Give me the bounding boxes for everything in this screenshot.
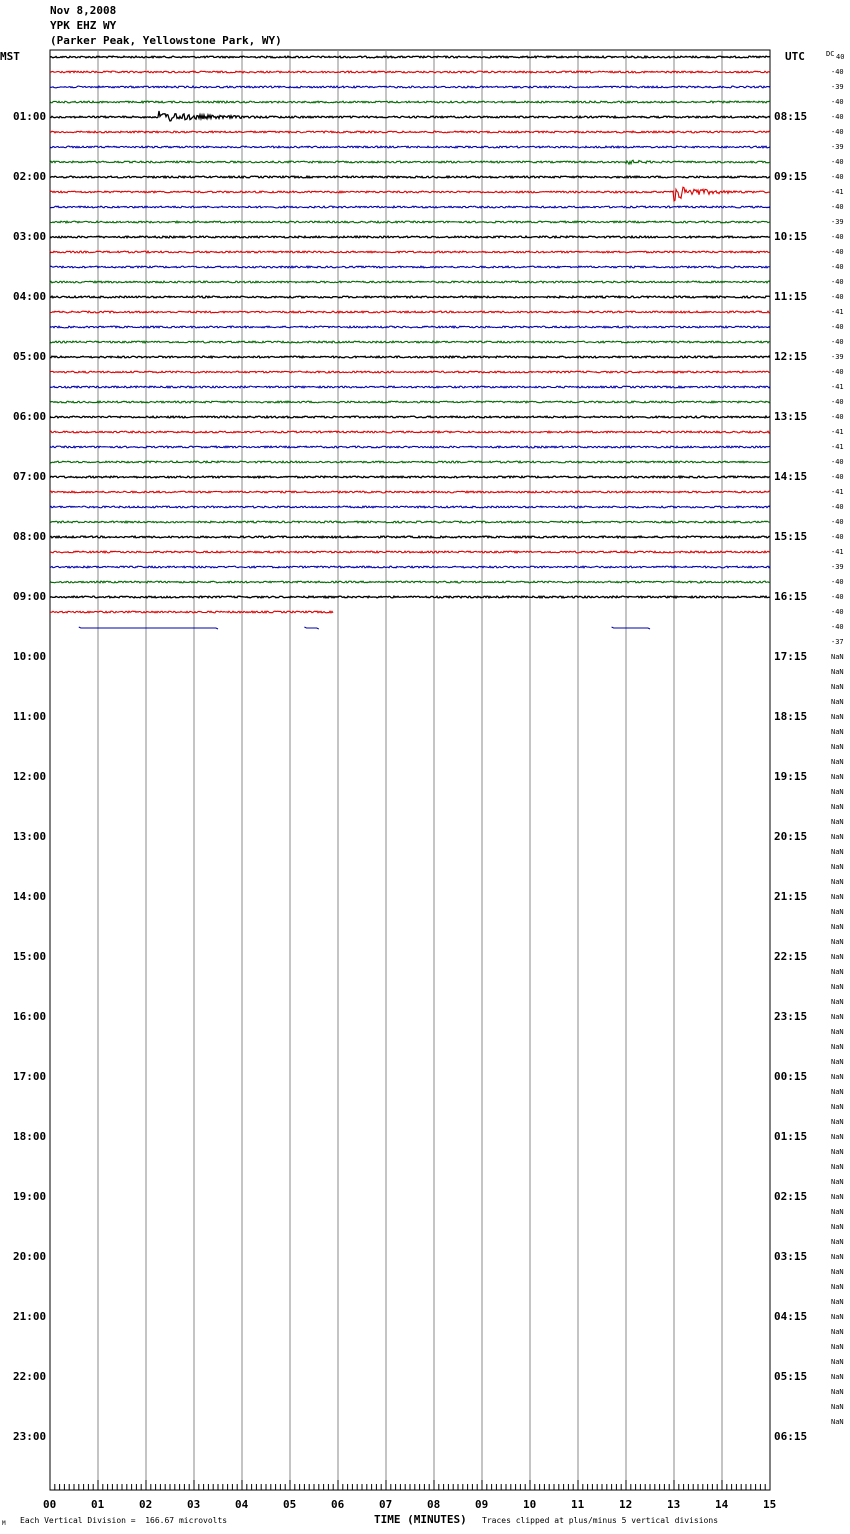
mst-hour-label: 11:00	[13, 710, 47, 723]
mst-hour-label: 04:00	[13, 290, 47, 303]
mst-hour-label: 19:00	[13, 1190, 47, 1203]
mst-hour-label: 17:00	[13, 1070, 47, 1083]
trace-line	[50, 326, 770, 328]
dc-offset-label: -40	[831, 338, 844, 346]
utc-hour-label: 01:15	[774, 1130, 808, 1143]
dc-offset-label: NaN	[831, 1163, 844, 1171]
utc-hour-label: 18:15	[774, 710, 808, 723]
dc-offset-label: -39	[831, 83, 844, 91]
utc-hour-label: 00:15	[774, 1070, 808, 1083]
scale-note: Each Vertical Division = 166.67 microvolts	[20, 1516, 228, 1525]
dc-offset-label: -40	[831, 368, 844, 376]
dc-offset-label: NaN	[831, 893, 844, 901]
dc-offset-label: -39	[831, 353, 844, 361]
mst-hour-label: 08:00	[13, 530, 47, 543]
dc-offset-label: NaN	[831, 1313, 844, 1321]
trace-line	[50, 266, 770, 268]
trace-line	[50, 401, 770, 403]
dc-offset-label: NaN	[831, 1148, 844, 1156]
dc-offset-label: NaN	[831, 728, 844, 736]
mst-hour-label: 05:00	[13, 350, 47, 363]
utc-hour-label: 20:15	[774, 830, 808, 843]
dc-offset-label: NaN	[831, 713, 844, 721]
utc-hour-label: 13:15	[774, 410, 808, 423]
utc-hour-label: 09:15	[774, 170, 808, 183]
dc-offset-label: -40	[831, 203, 844, 211]
trace-line	[50, 491, 770, 493]
dc-offset-label: -40	[831, 473, 844, 481]
trace-line	[50, 536, 770, 538]
trace-line	[50, 386, 770, 388]
trace-line	[50, 581, 770, 583]
dc-axis-label: DC	[826, 50, 835, 58]
station-name: YPK EHZ WY	[50, 19, 117, 32]
mst-hour-label: 18:00	[13, 1130, 47, 1143]
dc-offset-label: NaN	[831, 668, 844, 676]
trace-line	[50, 281, 770, 283]
dc-offset-label: -40	[831, 398, 844, 406]
mst-hour-label: 01:00	[13, 110, 47, 123]
dc-offset-label: -40	[831, 158, 844, 166]
utc-hour-label: 19:15	[774, 770, 808, 783]
dc-offset-label: -41	[831, 548, 844, 556]
trace-line	[50, 131, 770, 133]
trace-line	[50, 146, 770, 148]
dc-offset-label: NaN	[831, 1118, 844, 1126]
dc-offset-label: NaN	[831, 1013, 844, 1021]
x-tick-label: 09	[475, 1498, 489, 1511]
trace-line	[50, 251, 770, 253]
mst-hour-label: 02:00	[13, 170, 47, 183]
trace-line	[50, 551, 770, 553]
dc-offset-label: -41	[831, 383, 844, 391]
dc-offset-label: NaN	[831, 1328, 844, 1336]
mst-axis-label: MST	[0, 50, 20, 63]
dc-offset-label: -37	[831, 638, 844, 646]
dc-offset-label: -40	[831, 533, 844, 541]
dc-offset-label: -40	[831, 503, 844, 511]
dc-offset-label: NaN	[831, 1178, 844, 1186]
station-location: (Parker Peak, Yellowstone Park, WY)	[50, 34, 282, 47]
dc-offset-label: NaN	[831, 1283, 844, 1291]
dc-offset-label: -40	[831, 578, 844, 586]
utc-hour-label: 15:15	[774, 530, 808, 543]
utc-hour-label: 11:15	[774, 290, 808, 303]
trace-line	[50, 371, 770, 373]
dc-offset-label: NaN	[831, 983, 844, 991]
x-tick-label: 10	[523, 1498, 537, 1511]
trace-line	[50, 596, 770, 598]
mst-hour-label: 23:00	[13, 1430, 47, 1443]
dc-offset-label: -40	[831, 173, 844, 181]
dc-offset-label: -39	[831, 143, 844, 151]
dc-offset-label: NaN	[831, 803, 844, 811]
plot-frame	[50, 50, 770, 1490]
dc-offset-label: NaN	[831, 833, 844, 841]
mst-hour-label: 07:00	[13, 470, 47, 483]
x-tick-label: 00	[43, 1498, 57, 1511]
dc-offset-label: NaN	[831, 1343, 844, 1351]
mst-hour-label: 03:00	[13, 230, 47, 243]
dc-offset-label: NaN	[831, 1088, 844, 1096]
clip-note: Traces clipped at plus/minus 5 vertical divisions	[482, 1516, 719, 1525]
trace-line	[50, 160, 770, 164]
dc-offset-label: -40	[831, 413, 844, 421]
dc-offset-label: -40	[831, 293, 844, 301]
dc-offset-label: NaN	[831, 953, 844, 961]
dc-offset-label: NaN	[831, 1208, 844, 1216]
dc-offset-label: -40	[831, 518, 844, 526]
dc-offset-label: NaN	[831, 863, 844, 871]
dc-offset-label: NaN	[831, 1298, 844, 1306]
trace-line	[50, 206, 770, 208]
mst-hour-label: 10:00	[13, 650, 47, 663]
x-tick-label: 01	[91, 1498, 105, 1511]
dc-offset-label: NaN	[831, 683, 844, 691]
trace-line	[50, 56, 770, 58]
trace-line	[50, 101, 770, 103]
utc-hour-label: 12:15	[774, 350, 808, 363]
mst-hour-label: 13:00	[13, 830, 47, 843]
dc-offset-label: NaN	[831, 968, 844, 976]
dc-offset-label: NaN	[831, 1058, 844, 1066]
dc-offset-label: NaN	[831, 908, 844, 916]
dc-offset-label: -40	[831, 608, 844, 616]
dc-offset-label: -40	[831, 263, 844, 271]
trace-line	[50, 566, 770, 568]
x-tick-label: 14	[715, 1498, 729, 1511]
dc-offset-label: NaN	[831, 1373, 844, 1381]
dc-offset-label: NaN	[831, 848, 844, 856]
dc-offset-label: NaN	[831, 1193, 844, 1201]
mst-hour-label: 21:00	[13, 1310, 47, 1323]
utc-hour-label: 22:15	[774, 950, 808, 963]
dc-offset-label: NaN	[831, 1358, 844, 1366]
mst-hour-label: 20:00	[13, 1250, 47, 1263]
dc-offset-label: NaN	[831, 1028, 844, 1036]
x-axis-title: TIME (MINUTES)	[374, 1513, 467, 1526]
utc-hour-label: 04:15	[774, 1310, 808, 1323]
dc-offset-label: -41	[831, 308, 844, 316]
utc-hour-label: 10:15	[774, 230, 808, 243]
utc-hour-label: 23:15	[774, 1010, 808, 1023]
mst-hour-label: 22:00	[13, 1370, 47, 1383]
plot-date: Nov 8,2008	[50, 4, 117, 17]
dc-offset-label: -41	[831, 488, 844, 496]
trace-line	[50, 221, 770, 223]
utc-hour-label: 03:15	[774, 1250, 808, 1263]
x-tick-label: 11	[571, 1498, 585, 1511]
dc-offset-label: NaN	[831, 1403, 844, 1411]
footer-mark: M	[2, 1520, 6, 1527]
trace-line	[50, 311, 770, 313]
utc-axis-label: UTC	[785, 50, 805, 63]
x-tick-label: 03	[187, 1498, 201, 1511]
trace-line	[50, 446, 770, 448]
dc-offset-label: NaN	[831, 1268, 844, 1276]
trace-segment	[79, 627, 218, 629]
dc-offset-label: NaN	[831, 1043, 844, 1051]
dc-offset-label: NaN	[831, 1388, 844, 1396]
dc-offset-label: -40	[831, 248, 844, 256]
trace-line	[50, 111, 770, 121]
dc-offset-label: -41	[831, 443, 844, 451]
dc-offset-label: -41	[831, 428, 844, 436]
x-tick-label: 15	[763, 1498, 777, 1511]
dc-offset-label: -40	[831, 98, 844, 106]
utc-hour-label: 08:15	[774, 110, 808, 123]
utc-hour-label: 14:15	[774, 470, 808, 483]
x-tick-label: 08	[427, 1498, 441, 1511]
dc-offset-label: -40	[831, 623, 844, 631]
dc-offset-label: -40	[831, 128, 844, 136]
dc-offset-label: -40	[831, 113, 844, 121]
utc-hour-label: 21:15	[774, 890, 808, 903]
dc-offset-label: -40	[831, 233, 844, 241]
trace-line	[50, 416, 770, 418]
dc-offset-label: NaN	[831, 758, 844, 766]
dc-offset-label: NaN	[831, 923, 844, 931]
dc-offset-label: NaN	[831, 878, 844, 886]
trace-line-partial	[50, 611, 333, 613]
x-tick-label: 13	[667, 1498, 681, 1511]
trace-line	[50, 476, 770, 478]
mst-hour-label: 14:00	[13, 890, 47, 903]
x-tick-label: 04	[235, 1498, 249, 1511]
x-tick-label: 05	[283, 1498, 297, 1511]
dc-offset-label: NaN	[831, 938, 844, 946]
dc-offset-label: NaN	[831, 1238, 844, 1246]
trace-line	[50, 71, 770, 73]
trace-segment	[304, 627, 318, 629]
trace-segment	[612, 627, 650, 629]
utc-hour-label: 17:15	[774, 650, 808, 663]
dc-offset-label: -41	[831, 188, 844, 196]
dc-offset-label: NaN	[831, 1223, 844, 1231]
dc-offset-label: NaN	[831, 1103, 844, 1111]
dc-offset-label: 40	[836, 53, 845, 61]
dc-offset-label: NaN	[831, 1418, 844, 1426]
trace-line	[50, 356, 770, 358]
utc-hour-label: 05:15	[774, 1370, 808, 1383]
mst-hour-label: 12:00	[13, 770, 47, 783]
mst-hour-label: 09:00	[13, 590, 47, 603]
mst-hour-label: 16:00	[13, 1010, 47, 1023]
dc-offset-label: NaN	[831, 818, 844, 826]
trace-line	[50, 86, 770, 88]
mst-hour-label: 06:00	[13, 410, 47, 423]
dc-offset-label: -40	[831, 458, 844, 466]
x-tick-label: 07	[379, 1498, 393, 1511]
dc-offset-label: NaN	[831, 1253, 844, 1261]
trace-line	[50, 187, 770, 201]
x-tick-label: 02	[139, 1498, 153, 1511]
dc-offset-label: -40	[831, 323, 844, 331]
dc-offset-label: NaN	[831, 653, 844, 661]
dc-offset-label: -39	[831, 563, 844, 571]
utc-hour-label: 06:15	[774, 1430, 808, 1443]
trace-line	[50, 176, 770, 178]
trace-line	[50, 236, 770, 238]
utc-hour-label: 02:15	[774, 1190, 808, 1203]
dc-offset-label: NaN	[831, 698, 844, 706]
dc-offset-label: NaN	[831, 743, 844, 751]
dc-offset-label: NaN	[831, 788, 844, 796]
dc-offset-label: NaN	[831, 998, 844, 1006]
dc-offset-label: NaN	[831, 1073, 844, 1081]
dc-offset-label: NaN	[831, 1133, 844, 1141]
dc-offset-label: -40	[831, 278, 844, 286]
trace-line	[50, 296, 770, 298]
dc-offset-label: NaN	[831, 773, 844, 781]
utc-hour-label: 16:15	[774, 590, 808, 603]
trace-line	[50, 461, 770, 463]
dc-offset-label: -40	[831, 68, 844, 76]
dc-offset-label: -40	[831, 593, 844, 601]
trace-line	[50, 506, 770, 508]
x-tick-label: 06	[331, 1498, 345, 1511]
mst-hour-label: 15:00	[13, 950, 47, 963]
x-tick-label: 12	[619, 1498, 633, 1511]
trace-line	[50, 521, 770, 523]
trace-line	[50, 341, 770, 343]
dc-offset-label: -39	[831, 218, 844, 226]
trace-line	[50, 431, 770, 433]
